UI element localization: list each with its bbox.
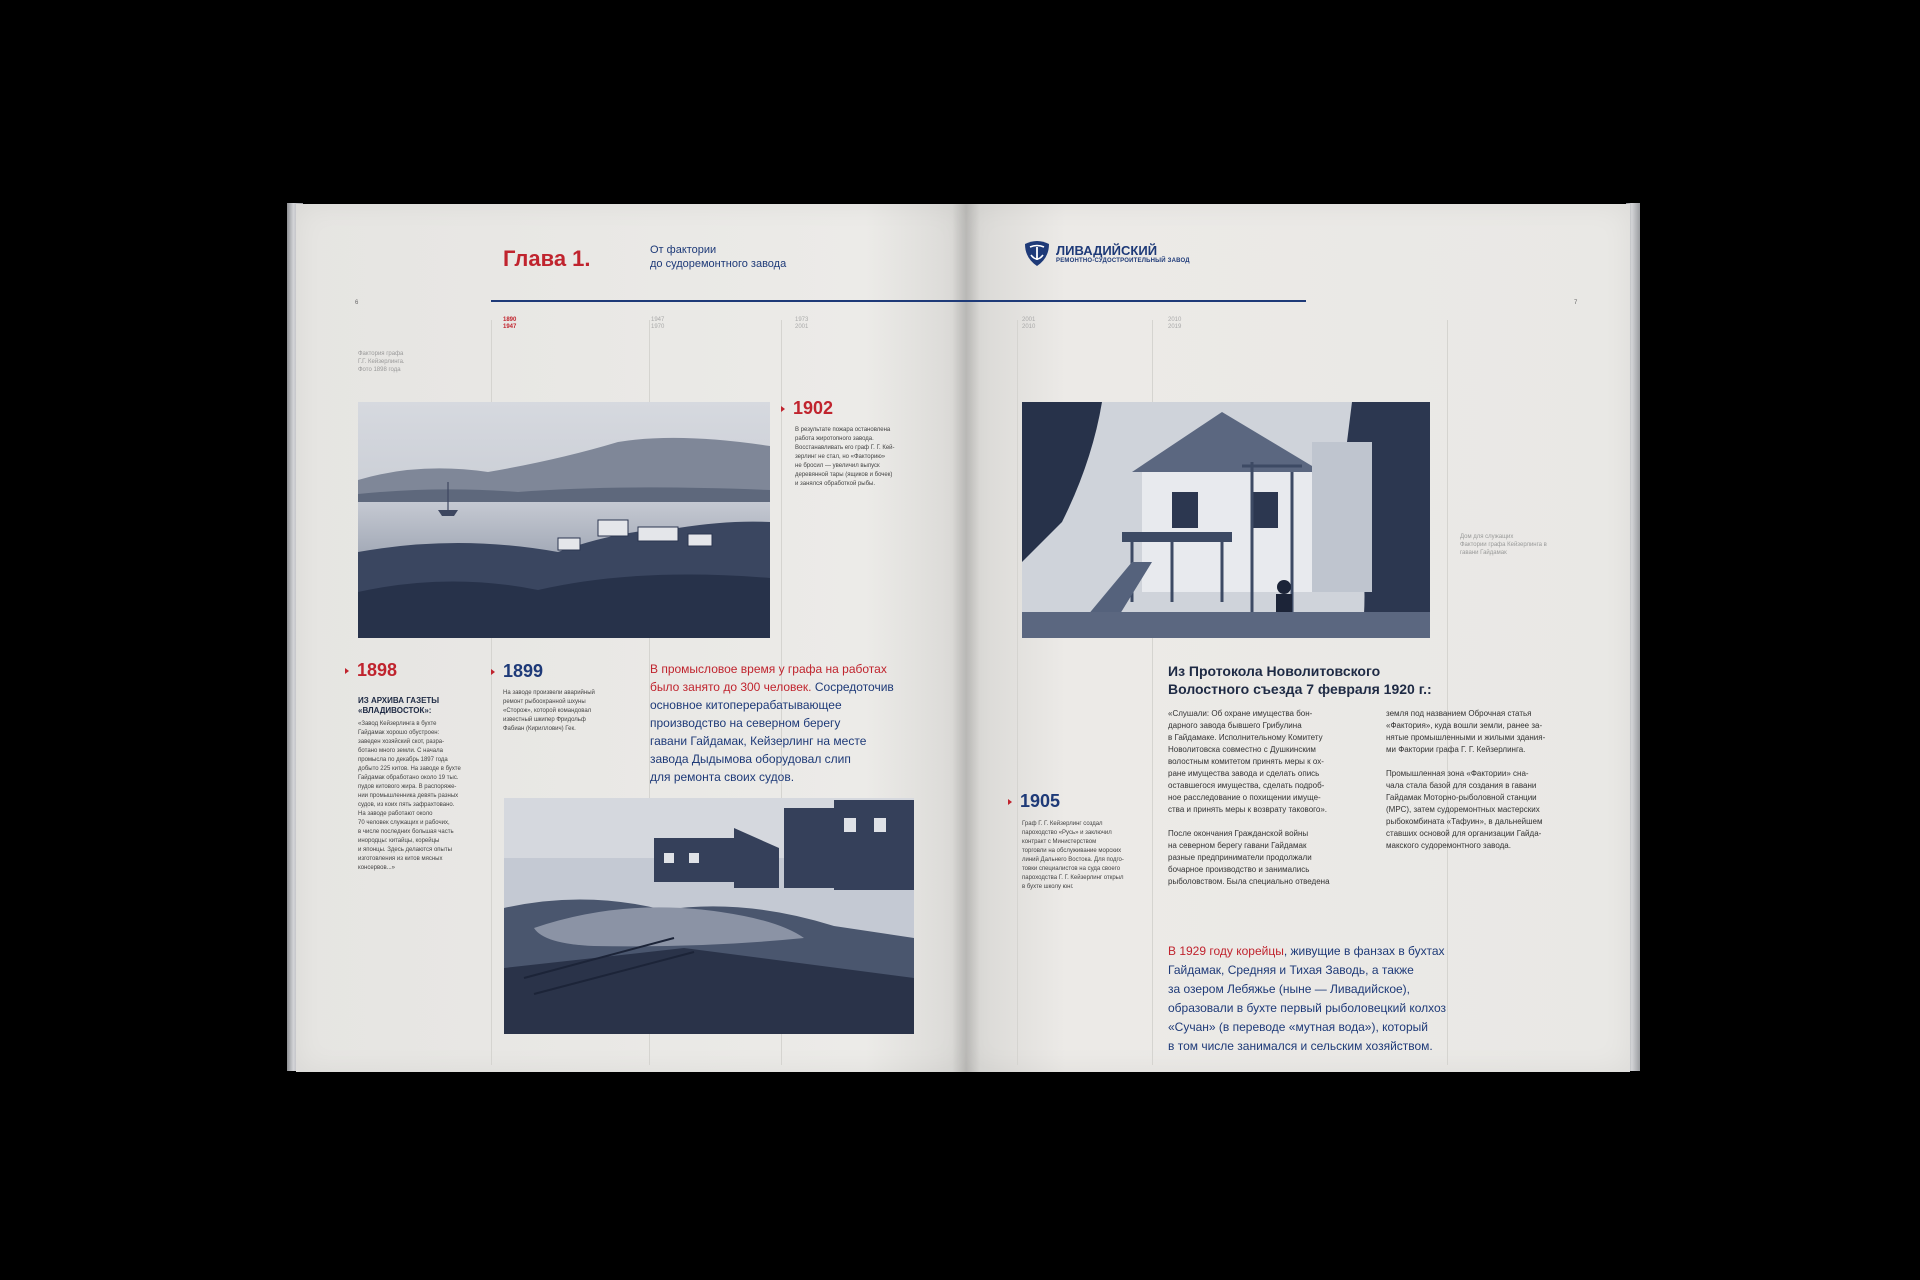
text-line: разные предприниматели продолжали [1168,853,1312,862]
page-number: 7 [1574,300,1578,306]
photo-caption [1460,533,1547,557]
korea-paragraph [1168,942,1468,1056]
era-start: 2001 [1022,317,1036,323]
photo-whale-slip [504,798,914,1034]
text-line: волостным комитетом принять меры к ох- [1168,757,1324,766]
logo-name: ЛИВАДИЙСКИЙ [1056,242,1158,258]
photo-employees-house [1022,402,1430,638]
text-line: рыболовством. Была специально отведена [1168,877,1330,886]
book-gutter [952,204,980,1072]
text-line: макского судоремонтного завода. [1386,841,1511,850]
text-line: консервов...» [358,865,395,871]
text-line: ране имущества завода и сделать опись [1168,769,1320,778]
year-1905: 1905 [1020,791,1061,811]
text-line: Гайдамак хорошо обустроен: [358,730,440,736]
highlight-line: основное китоперерабатывающее [650,698,842,712]
text-line: известный шкипер Фридольф [503,717,586,723]
highlight-line: для ремонта своих судов. [650,770,795,784]
text-line: 70 человек служащих и рабочих, [358,820,450,826]
protocol-column-1 [1168,708,1348,888]
korea-line: Гайдамак, Средняя и Тихая Заводь, а также [1168,963,1414,977]
text-1905 [1022,820,1124,892]
text-line: Промышленная зона «Фактории» сна- [1386,769,1529,778]
text-line: торговли на обслуживание морских [1022,848,1122,854]
text-line: «Слушали: Об охране имущества бон- [1168,709,1313,718]
text-line: заведен хозяйский скот, разра- [358,739,445,745]
text-line: На заводе работают около [358,811,433,817]
text-line: линий Дальнего Востока. Для подго- [1022,857,1124,863]
era-start: 2010 [1168,317,1182,323]
text-line: пароходство «Русь» и заключил [1022,830,1112,836]
era-start: 1973 [795,317,809,323]
text-line: промысла по декабрь 1897 года [358,757,448,763]
era-label-active [503,317,516,331]
text-line: товки специалистов на суда своего [1022,866,1121,872]
text-1898 [358,720,461,873]
era-end: 1947 [503,324,517,330]
text-line: в бухте школу юнг. [1022,884,1074,890]
korea-line: в том числе занимался и сельским хозяйством. [1168,1039,1433,1053]
era-label [1168,317,1181,331]
highlight-paragraph [650,660,950,786]
text-line: изготовления из китов мясных [358,856,443,862]
text-line: контракт с Министерством [1022,839,1097,845]
era-end: 2010 [1022,324,1036,330]
era-end: 1970 [651,324,665,330]
header-rule-left [491,300,966,302]
text-line: на северном берегу гавани Гайдамак [1168,841,1307,850]
highlight-line: гавани Гайдамак, Кейзерлинг на месте [650,734,867,748]
text-line: После окончания Гражданской войны [1168,829,1309,838]
text-line: В результате пожара остановлена [795,427,891,433]
heading-line: Из Протокола Новолитовского [1168,663,1381,679]
korea-highlight: В 1929 году корейцы [1168,944,1284,958]
text-line: бочарное производство и занимались [1168,865,1310,874]
text-line: нии промышленника девять разных [358,793,459,799]
caption-line: Г.Г. Кейзерлинга. [358,359,405,365]
text-line: пароходства Г. Г. Кейзерлинг открыл [1022,875,1124,881]
heading-line: Волостного съезда 7 февраля 1920 г.: [1168,681,1432,697]
text-line: ми Фактории графа Г. Г. Кейзерлинга. [1386,745,1526,754]
newspaper-heading [358,696,439,716]
era-label [795,317,808,331]
text-line: ботано много земли. С начала [358,748,443,754]
text-line: инородцы: китайцы, корейцы [358,838,440,844]
caption-line: Фактории графа Кейзерлинга в [1460,542,1547,548]
text-line: добыто 225 китов. На заводе в бухте [358,766,461,772]
year-marker-icon [1008,799,1012,805]
text-line: и японцы. Здесь делаются опыты [358,847,452,853]
text-line: Гайдамак обработано около 19 тыс. [358,775,459,781]
anchor-shield-icon [1022,238,1052,268]
korea-line: за озером Лебяжье (ныне — Ливадийское), [1168,982,1411,996]
logo-tagline: РЕМОНТНО-СУДОСТРОИТЕЛЬНЫЙ ЗАВОД [1056,257,1190,264]
text-line: На заводе произвели аварийный [503,690,595,696]
text-line: дарного завода бывшего Грибулина [1168,721,1302,730]
era-end: 2019 [1168,324,1182,330]
era-start: 1947 [651,317,665,323]
text-line: Фабиан (Кириллович) Гек. [503,726,576,732]
text-1902 [795,426,895,489]
chapter-subtitle [650,243,786,271]
text-line: «Фактория», куда вошли земли, ранее за- [1386,721,1543,730]
text-1899 [503,689,595,734]
year-1898: 1898 [357,660,398,680]
text-line: нятые промышленными и жилыми здания- [1386,733,1546,742]
text-line: судов, из коих пять зафрахтовано. [358,802,455,808]
text-line: не бросил — увеличил выпуск [795,463,880,469]
text-line: Новолитовска совместно с Душкинским [1168,745,1316,754]
chapter-subtitle-line: до судоремонтного завода [650,258,787,270]
text-line: пудов китового жира. В распоряже- [358,784,457,790]
era-label [1022,317,1035,331]
header-rule-right [966,300,1306,302]
photo-harbour-factory [358,402,770,638]
chapter-title: Глава 1. [503,246,591,271]
korea-line: «Сучан» (в переводе «мутная вода»), который [1168,1020,1428,1034]
heading-line: ИЗ АРХИВА ГАЗЕТЫ [358,696,440,705]
era-label [651,317,664,331]
caption-line: Фото 1898 года [358,367,401,373]
text-line: Граф Г. Г. Кейзерлинг создал [1022,821,1103,827]
protocol-heading [1168,662,1432,698]
grid-line [1017,320,1018,1065]
page-number: 6 [355,300,359,306]
photo-caption [358,350,405,374]
protocol-column-2 [1386,708,1566,852]
caption-line: Дом для служащих [1460,534,1514,540]
text-line: в числе последних большая часть [358,829,454,835]
text-line: «Завод Кейзерлинга в бухте [358,721,437,727]
text-line: (МРС), затем судоремонтных мастерских [1386,805,1540,814]
company-logo [1022,238,1190,268]
year-marker-icon [781,406,785,412]
year-marker-icon [345,668,349,674]
text-line: работа жиротопного завода. [795,436,874,442]
text-line: в Гайдамаке. Исполнительному Комитету [1168,733,1323,742]
highlight-line: Сосредоточив [814,680,894,694]
text-line: чала стала базой для создания в гавани [1386,781,1537,790]
text-line: ное расследование о похищении имуще- [1168,793,1321,802]
highlight-line: было занято до 300 человек. [650,680,812,694]
text-line: и занялся обработкой рыбы. [795,481,876,487]
text-line: зерлинг не стал, но «Факторию» [795,454,886,460]
text-line: деревянной тары (ящиков и бочек) [795,472,893,478]
korea-line: , живущие в фанзах в бухтах [1283,944,1445,958]
highlight-line: производство на северном берегу [650,716,841,730]
era-start: 1890 [503,317,517,323]
year-marker-icon [491,669,495,675]
text-line: оставшегося имущества, сделать подроб- [1168,781,1325,790]
heading-line: «ВЛАДИВОСТОК»: [358,706,432,715]
text-line: ремонт рыбоохранной шхуны [503,699,586,705]
year-1902: 1902 [793,398,834,418]
text-line: земля под названием Оброчная статья [1386,709,1532,718]
text-line: Гайдамак Моторно-рыболовной станции [1386,793,1537,802]
highlight-line: завода Дыдымова оборудовал слип [650,752,851,766]
text-line: рыбокомбината «Тафуин», в дальнейшем [1386,817,1543,826]
chapter-subtitle-line: От фактории [650,244,717,256]
caption-line: Фактория графа [358,351,404,357]
era-end: 2001 [795,324,809,330]
text-line: ства и принять меры к возврату такового». [1168,805,1328,814]
text-line: ставших основой для организации Гайда- [1386,829,1542,838]
caption-line: гавани Гайдамак [1460,550,1507,556]
year-1899: 1899 [503,661,544,681]
highlight-line: В промысловое время у графа на работах [650,662,887,676]
text-line: «Сторож», которой командовал [503,708,592,714]
text-line: Восстанавливать его граф Г. Г. Кей- [795,445,895,451]
korea-line: образовали в бухте первый рыболовецкий колхоз [1168,1001,1447,1015]
